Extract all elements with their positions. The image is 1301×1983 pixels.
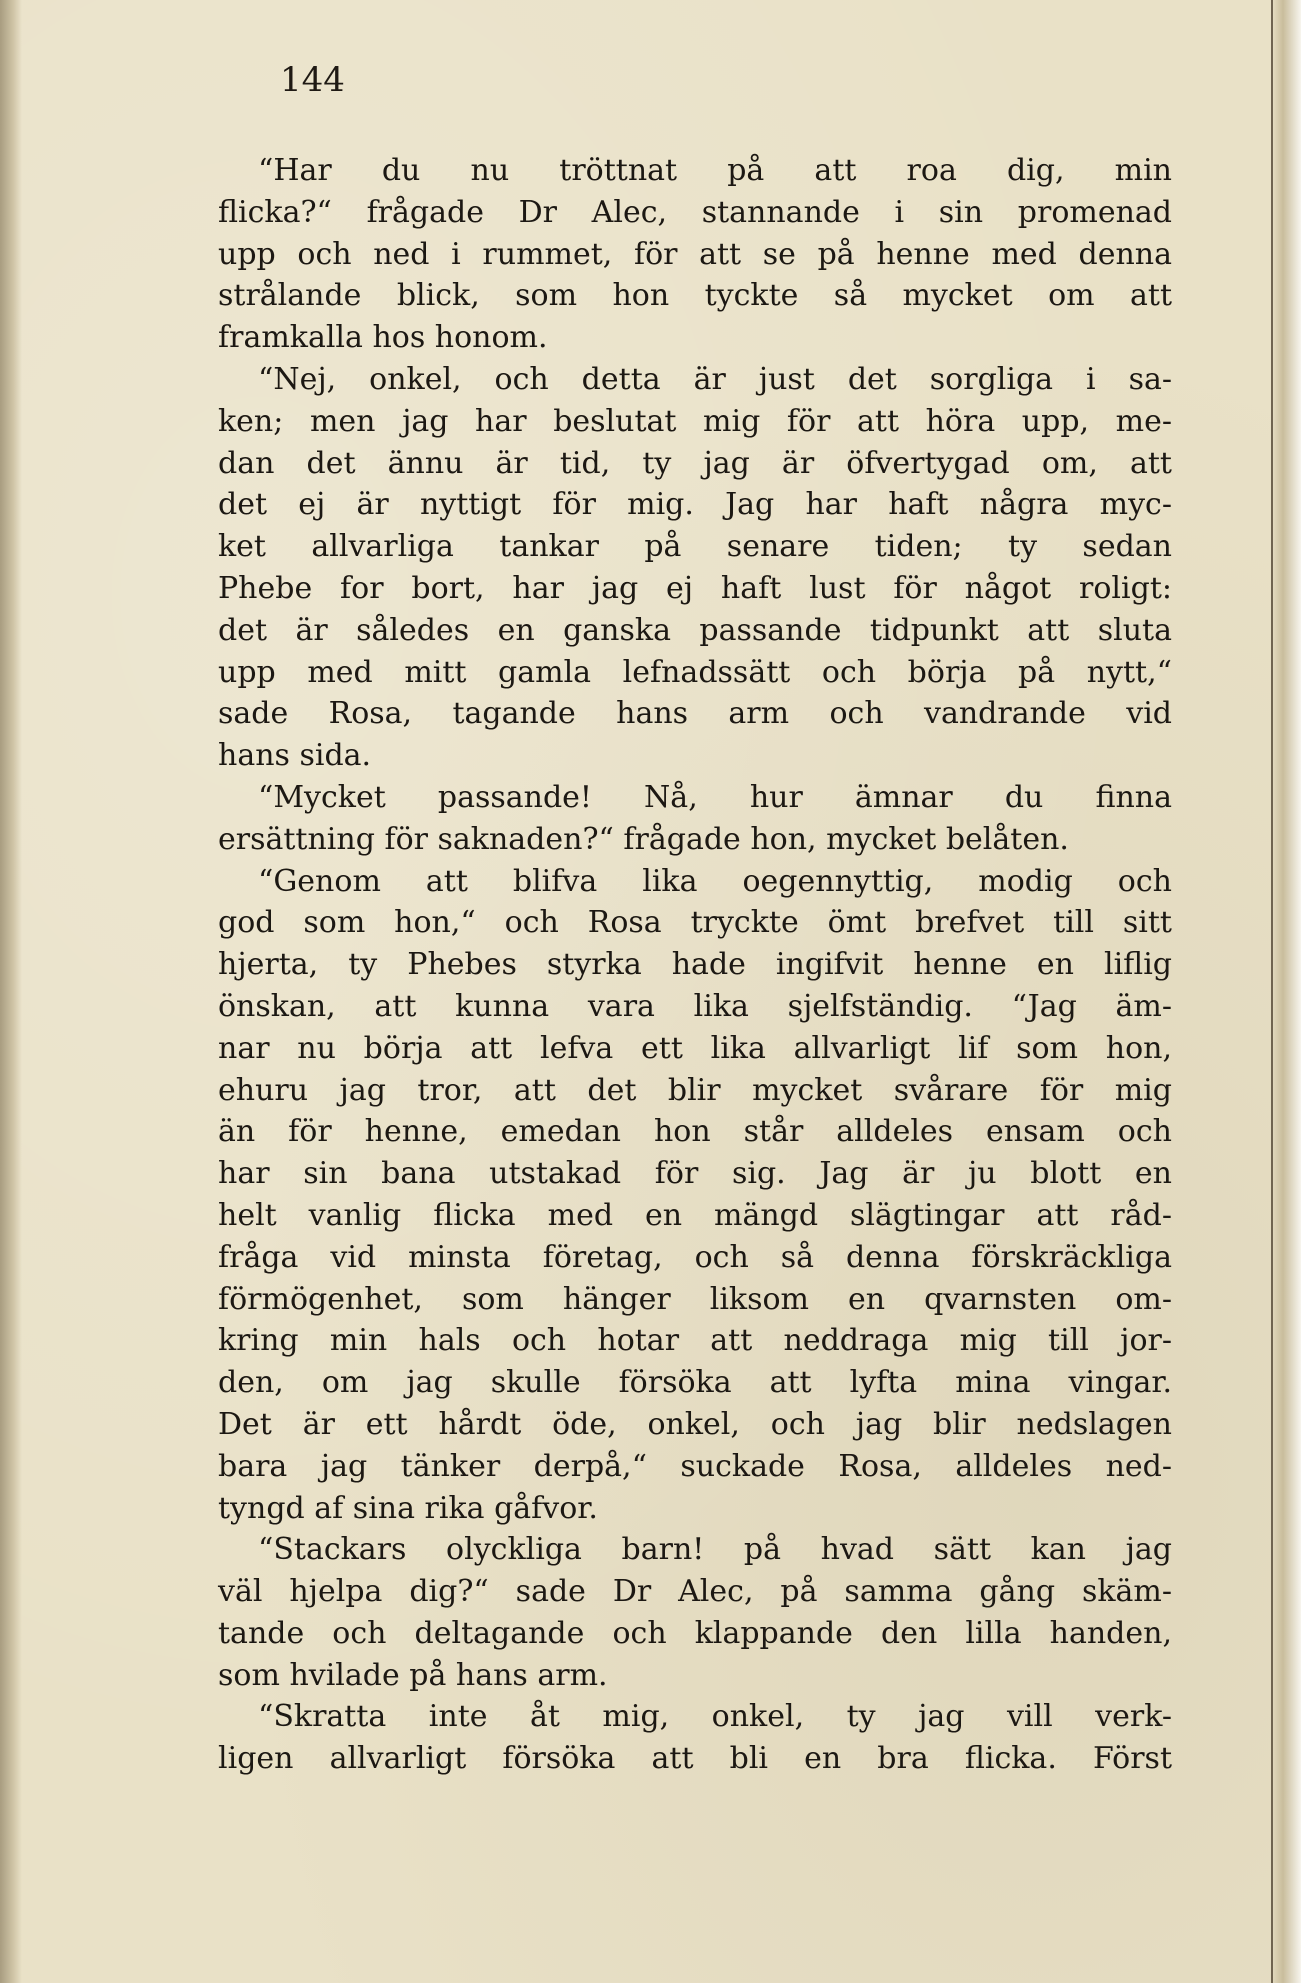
- text-line: har sin bana utstakad för sig. Jag är ju blott en: [218, 1156, 1172, 1192]
- text-line: Det är ett hårdt öde, onkel, och jag blir nedslagen: [218, 1406, 1172, 1442]
- text-line: än för henne, emedan hon står alldeles ensam och: [218, 1114, 1172, 1150]
- text-line: helt vanlig flicka med en mängd slägtingar att råd-: [218, 1197, 1172, 1233]
- text-line: flicka?“ frågade Dr Alec, stannande i sin promenad: [218, 194, 1172, 230]
- text-line: strålande blick, som hon tyckte så mycket om att: [218, 278, 1172, 314]
- body-text: [218, 150, 1172, 1780]
- text-line: den, om jag skulle försöka att lyfta mina vingar.: [218, 1365, 1172, 1401]
- text-line: “Genom att blifva lika oegennyttig, modig och: [258, 863, 1172, 899]
- paragraph: [218, 1529, 1172, 1696]
- text-line: hjerta, ty Phebes styrka hade ingifvit henne en liflig: [218, 947, 1172, 983]
- text-line: “Skratta inte åt mig, onkel, ty jag vill verk-: [258, 1699, 1172, 1735]
- text-line: hans sida.: [218, 738, 372, 774]
- text-line: “Nej, onkel, och detta är just det sorgliga i sa-: [258, 361, 1172, 397]
- text-line: det är således en ganska passande tidpunkt att sluta: [218, 612, 1172, 648]
- text-line: önskan, att kunna vara lika sjelfständig. “Jag äm-: [218, 988, 1172, 1024]
- text-line: Phebe for bort, har jag ej haft lust för något roligt:: [218, 570, 1172, 606]
- text-line: upp med mitt gamla lefnadssätt och börja på nytt,“: [218, 654, 1172, 690]
- text-line: tyngd af sina rika gåfvor.: [218, 1490, 598, 1526]
- paragraph: [218, 861, 1172, 1530]
- text-line: upp och ned i rummet, för att se på henne med denna: [218, 236, 1172, 272]
- paragraph: [218, 359, 1172, 777]
- page-gutter-right: [1271, 0, 1301, 1983]
- text-line: väl hjelpa dig?“ sade Dr Alec, på samma gång skäm-: [218, 1574, 1172, 1610]
- text-line: ket allvarliga tankar på senare tiden; ty sedan: [218, 529, 1172, 565]
- paragraph: [218, 1696, 1172, 1780]
- text-line: tande och deltagande och klappande den lilla handen,: [218, 1615, 1172, 1651]
- text-line: nar nu börja att lefva ett lika allvarligt lif som hon,: [218, 1030, 1172, 1066]
- paragraph: [218, 777, 1172, 861]
- text-line: framkalla hos honom.: [218, 320, 548, 356]
- text-line: kring min hals och hotar att neddraga mig till jor-: [218, 1323, 1172, 1359]
- text-line: förmögenhet, som hänger liksom en qvarnsten om-: [218, 1281, 1172, 1317]
- page-number: 144: [280, 60, 345, 100]
- text-line: det ej är nyttigt för mig. Jag har haft några myc-: [218, 487, 1172, 523]
- text-line: ehuru jag tror, att det blir mycket svårare för mig: [218, 1072, 1172, 1108]
- text-line: sade Rosa, tagande hans arm och vandrande vid: [218, 696, 1172, 732]
- page-gutter-left: [0, 0, 22, 1983]
- text-line: “Stackars olyckliga barn! på hvad sätt kan jag: [258, 1532, 1172, 1568]
- page-edge-line: [1271, 0, 1273, 1983]
- text-line: god som hon,“ och Rosa tryckte ömt brefvet till sitt: [218, 905, 1172, 941]
- text-line: ken; men jag har beslutat mig för att höra upp, me-: [218, 403, 1172, 439]
- text-line: ligen allvarligt försöka att bli en bra flicka. Först: [218, 1741, 1172, 1777]
- text-line: ersättning för saknaden?“ frågade hon, mycket belåten.: [218, 821, 1069, 857]
- paragraph: [218, 150, 1172, 359]
- text-line: dan det ännu är tid, ty jag är öfvertygad om, att: [218, 445, 1172, 481]
- text-line: “Har du nu tröttnat på att roa dig, min: [258, 153, 1172, 188]
- text-line: “Mycket passande! Nå, hur ämnar du finna: [258, 779, 1172, 815]
- text-line: som hvilade på hans arm.: [218, 1657, 608, 1693]
- text-line: fråga vid minsta företag, och så denna förskräckliga: [218, 1239, 1172, 1275]
- text-line: bara jag tänker derpå,“ suckade Rosa, alldeles ned-: [218, 1448, 1172, 1484]
